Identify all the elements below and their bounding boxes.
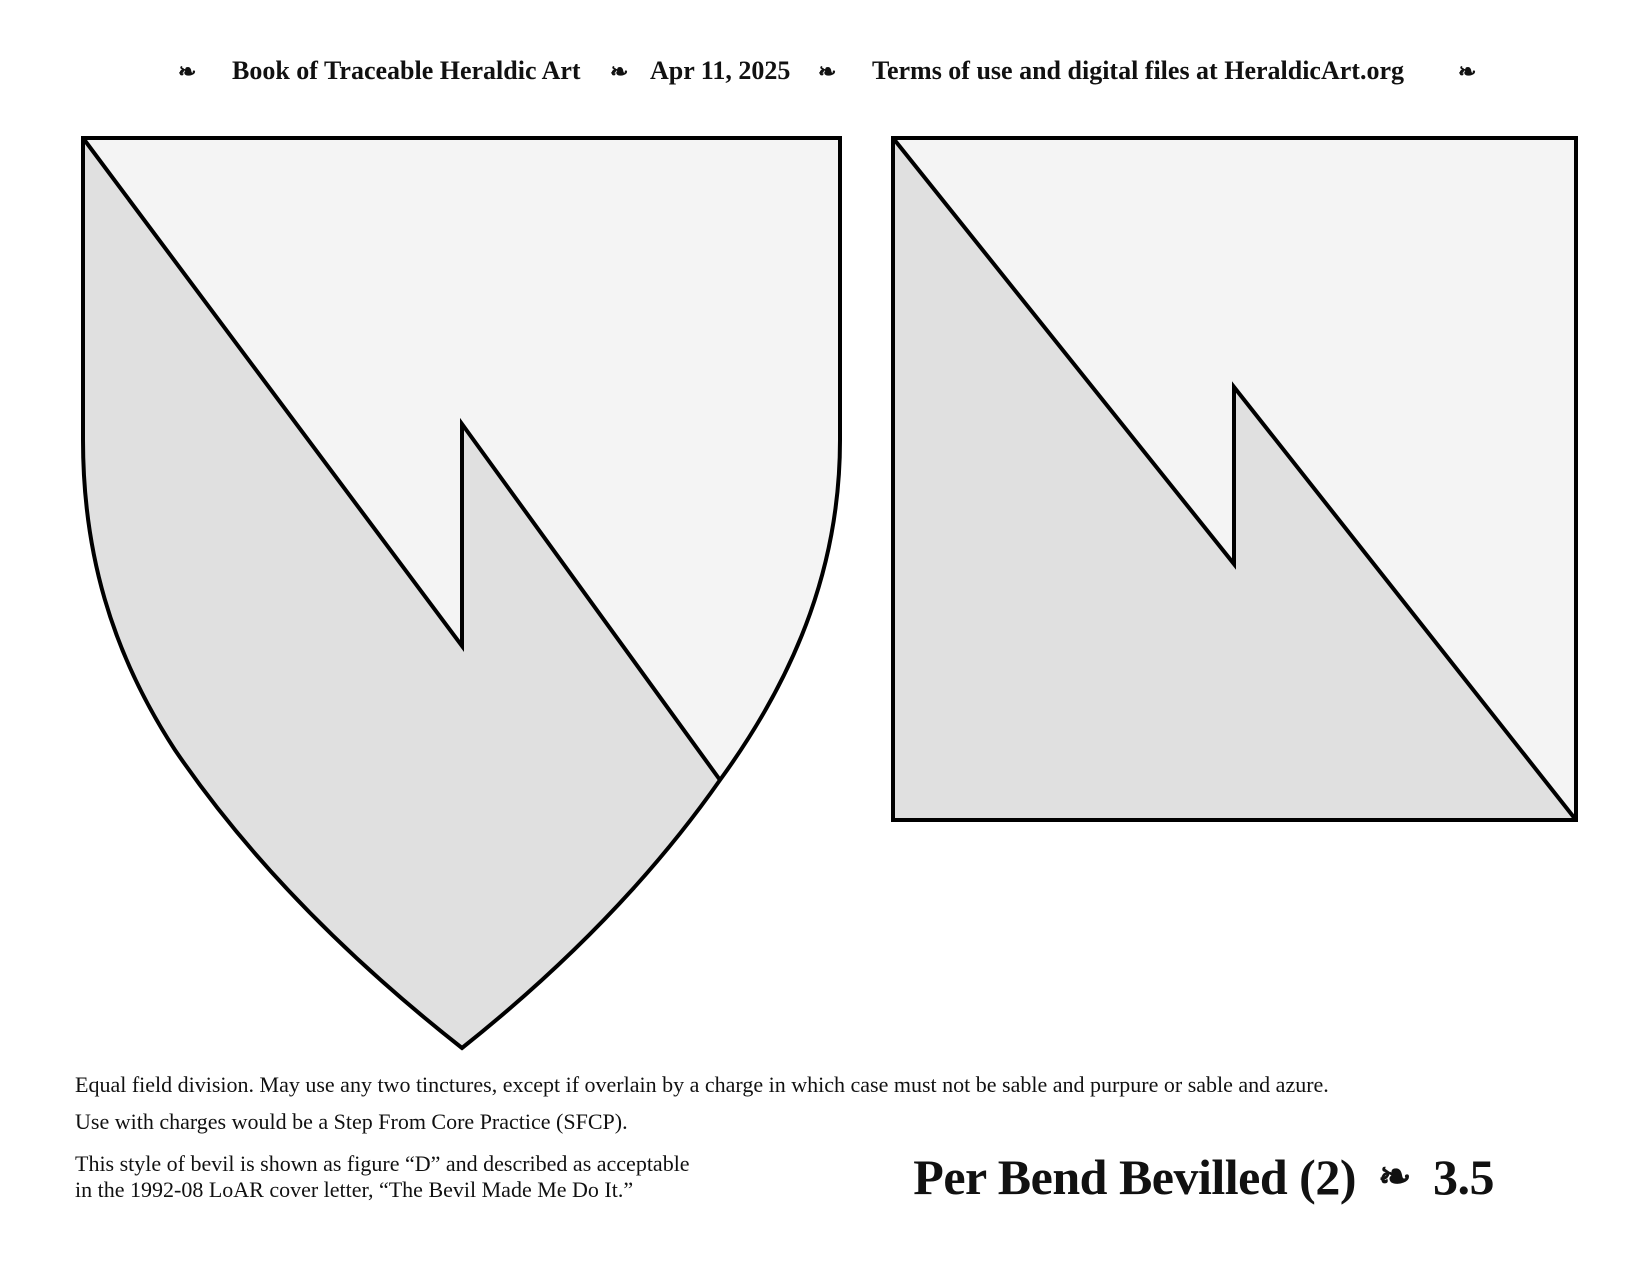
fleuron-icon: ❧ bbox=[610, 59, 629, 84]
plate-number: 3.5 bbox=[1433, 1149, 1494, 1205]
plate-title bbox=[913, 1148, 1494, 1206]
division-name: Per Bend Bevilled (2) bbox=[913, 1149, 1356, 1205]
description-block-2 bbox=[75, 1109, 628, 1135]
fleuron-icon: ❧ bbox=[818, 59, 837, 84]
fleuron-icon: ❧ bbox=[178, 59, 197, 84]
description-line-3a: This style of bevil is shown as figure “D” and described as acceptable bbox=[75, 1151, 690, 1176]
description-line-1: Equal field division. May use any two tinctures, except if overlain by a charge in which case must not be sable and purpure or sable and azure. bbox=[75, 1072, 1329, 1097]
heater-shield-figure bbox=[83, 138, 840, 1048]
description-line-2: Use with charges would be a Step From Core Practice (SFCP). bbox=[75, 1109, 628, 1134]
square-banner-figure bbox=[893, 138, 1576, 820]
book-title: Book of Traceable Heraldic Art bbox=[232, 56, 581, 85]
fleuron-icon: ❧ bbox=[1377, 1154, 1411, 1199]
description-block bbox=[75, 1072, 1329, 1098]
description-block-3 bbox=[75, 1151, 690, 1204]
fleuron-icon: ❧ bbox=[1458, 59, 1477, 84]
terms-of-use: Terms of use and digital files at HeraldicArt.org bbox=[872, 56, 1404, 85]
header-date: Apr 11, 2025 bbox=[650, 56, 791, 85]
description-line-3b: in the 1992-08 LoAR cover letter, “The Bevil Made Me Do It.” bbox=[75, 1177, 634, 1203]
